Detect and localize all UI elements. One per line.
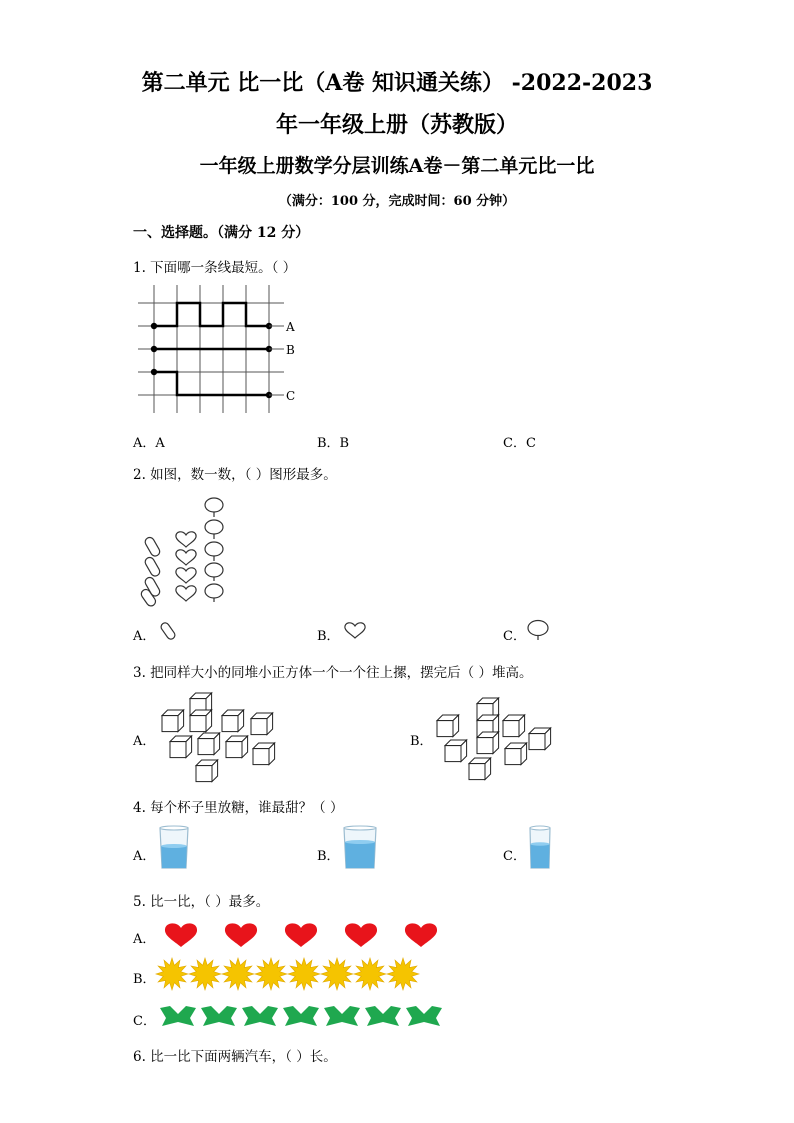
heart-icon — [285, 923, 317, 947]
line-label-a: A — [286, 320, 295, 334]
cube-icon — [196, 760, 218, 782]
leaf-icon — [283, 1006, 319, 1026]
leaf-icon — [406, 1006, 442, 1026]
balloon-icon — [526, 619, 550, 641]
q2-option-c[interactable]: C． — [503, 629, 526, 644]
q1-option-a[interactable]: A．A — [133, 436, 165, 451]
sun-icon — [321, 958, 353, 990]
exam-meta: （满分：100 分，完成时间：60 分钟） — [278, 194, 516, 209]
question-4-text: 4. 每个杯子里放糖，谁最甜？（ ） — [133, 800, 344, 816]
q3-option-a[interactable]: A． — [133, 734, 156, 749]
line-label-b: B — [286, 343, 295, 357]
question-5-text: 5. 比一比，（ ）最多。 — [133, 894, 270, 910]
q2-option-b[interactable]: B． — [317, 629, 340, 644]
heart-icon — [225, 923, 257, 947]
q5-option-c[interactable]: C． — [133, 1014, 156, 1029]
leaf-icon — [242, 1006, 278, 1026]
water-glass-icon — [342, 826, 378, 870]
question-3-text: 3. 把同样大小的同堆小正方体一个一个往上摞，摆完后（ ）堆高。 — [133, 665, 533, 681]
cube-icon — [437, 715, 459, 737]
cube-stack-b — [433, 693, 563, 783]
cube-icon — [198, 733, 220, 755]
water-glass-icon — [528, 826, 552, 870]
title-line-1: 第二单元 比一比（A卷 知识通关练） -2022-2023 — [141, 70, 653, 96]
red-hearts-row — [160, 922, 450, 950]
cube-icon — [503, 715, 525, 737]
cube-icon — [469, 758, 491, 780]
cube-icon — [253, 743, 275, 765]
subtitle: 一年级上册数学分层训练A卷－第二单元比一比 — [199, 155, 595, 177]
heart-outline-icon — [343, 622, 367, 640]
q4-option-a[interactable]: A． — [133, 849, 156, 864]
cube-stack-a — [158, 688, 288, 783]
question-1-text: 1. 下面哪一条线最短。（ ） — [133, 260, 297, 276]
leaf-icon — [324, 1006, 360, 1026]
cube-icon — [162, 710, 184, 732]
sun-icon — [222, 958, 254, 990]
leaf-icon — [365, 1006, 401, 1026]
q4-option-b[interactable]: B． — [317, 849, 340, 864]
capsule-icon — [158, 621, 178, 641]
cube-icon — [251, 713, 273, 735]
q5-option-b[interactable]: B． — [133, 972, 156, 987]
water-glass-icon — [158, 826, 190, 870]
sun-icon — [189, 958, 221, 990]
shape-count-figure — [140, 495, 240, 605]
yellow-suns-row — [156, 956, 426, 992]
sun-icon — [354, 958, 386, 990]
q5-option-a[interactable]: A． — [133, 932, 156, 947]
leaf-icon — [160, 1006, 196, 1026]
section-heading: 一、选择题。（满分 12 分） — [133, 225, 310, 241]
cube-icon — [170, 736, 192, 758]
q2-option-a[interactable]: A． — [133, 629, 156, 644]
sun-icon — [387, 958, 419, 990]
heart-icon — [345, 923, 377, 947]
sun-icon — [255, 958, 287, 990]
q1-option-b[interactable]: B．B — [317, 436, 350, 451]
cube-icon — [505, 743, 527, 765]
grid-lines-figure — [138, 283, 308, 415]
cube-icon — [445, 740, 467, 762]
line-label-c: C — [286, 389, 296, 403]
cube-icon — [190, 710, 212, 732]
heart-icon — [165, 923, 197, 947]
leaf-icon — [201, 1006, 237, 1026]
cube-icon — [222, 710, 244, 732]
balloon-icon — [205, 498, 223, 602]
cube-icon — [529, 728, 551, 750]
sun-icon — [288, 958, 320, 990]
q1-option-c[interactable]: C．C — [503, 436, 536, 451]
cube-icon — [226, 736, 248, 758]
capsule-icon — [140, 536, 162, 616]
question-2-text: 2. 如图，数一数，（ ）图形最多。 — [133, 467, 337, 483]
sun-icon — [156, 958, 188, 990]
heart-icon — [405, 923, 437, 947]
cube-icon — [477, 732, 499, 754]
q3-option-b[interactable]: B． — [410, 734, 433, 749]
heart-outline-icon — [176, 532, 196, 601]
title-line-2: 年一年级上册（苏教版） — [275, 112, 518, 138]
green-leaves-row — [158, 1004, 448, 1030]
q4-option-c[interactable]: C． — [503, 849, 526, 864]
question-6-text: 6. 比一比下面两辆汽车，（ ）长。 — [133, 1049, 337, 1065]
